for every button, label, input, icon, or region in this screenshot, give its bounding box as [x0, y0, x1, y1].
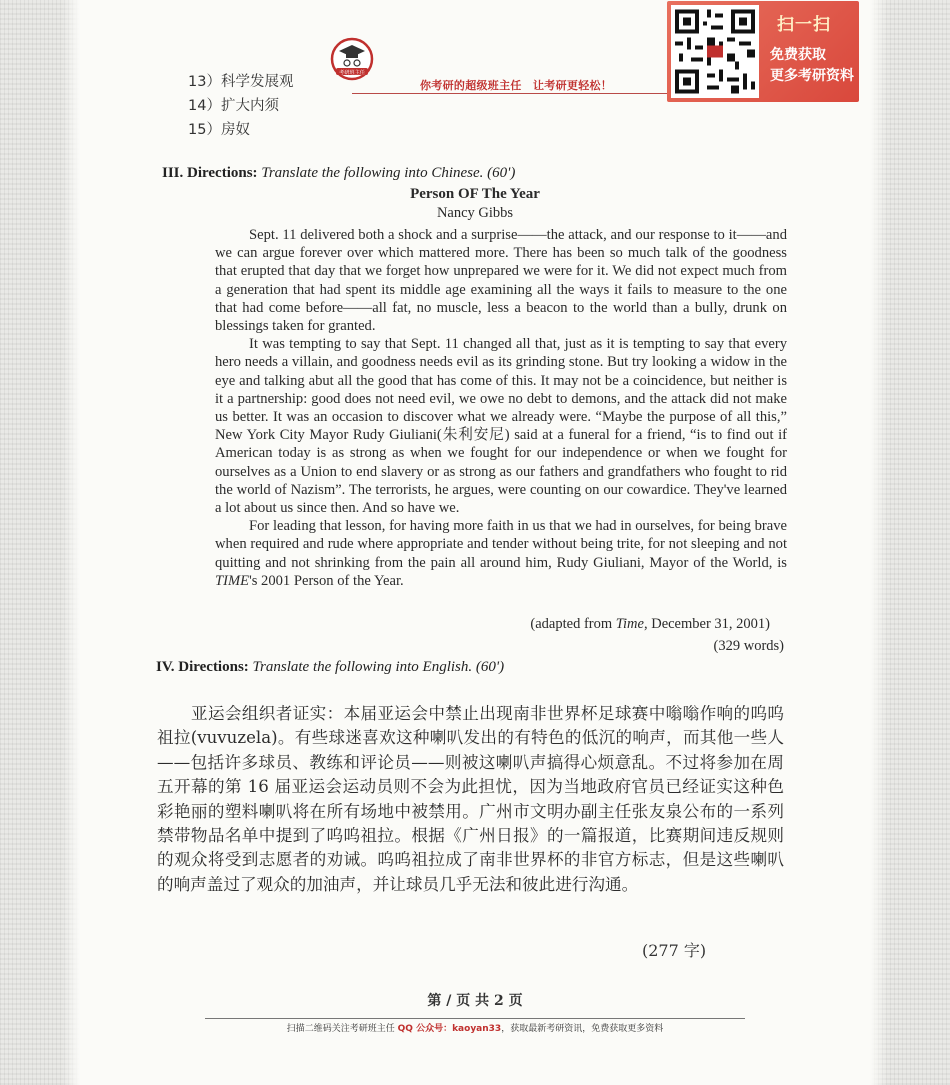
qr-code-icon[interactable]	[671, 5, 759, 98]
source-magazine: Time	[615, 616, 644, 632]
footer-divider	[205, 1018, 745, 1019]
paragraph-2: It was tempting to say that Sept. 11 changed all that, just as it is tempting to say that every hero needs a villain, and goodness needs evil as its grinding stone. But try looking a widow in the eye and talking abut all the good that has come of this. It may not be a coincidence, but neither is it a partnership: good does not need evil, we owe no debt to demons, and the attack did not make us better. It was an occasion to discover what we already were. “Maybe the purpose of all this,” New York City Mayor Rudy Giuliani(朱利安尼) said at a funeral for a friend, “is to find out if American today is as strong as when we fought for our independence or when we fought for ourselves as a Union to end slavery or as strong as our fathers and grandfathers who fought to rid the world of Nazism”. The terrorists, he argues, were counting on our cowardice. They've learned a lot about us since then. And so have we.	[215, 336, 787, 517]
promo-line-2: 更多考研资料	[770, 68, 854, 84]
header-divider	[352, 93, 670, 94]
paragraph-3	[215, 517, 787, 590]
vocab-item-15: 15）房奴	[188, 122, 250, 138]
article-title: Person OF The Year	[410, 186, 540, 202]
english-passage	[215, 226, 787, 590]
section-3-numeral: III. Directions:	[162, 165, 258, 181]
footer-qq-id: QQ 公众号：kaoyan33	[397, 1024, 502, 1034]
page-number: 第 / 页 共 2 页	[427, 993, 523, 1009]
footer-note	[0, 1021, 950, 1034]
scan-margin-right	[870, 0, 950, 1085]
qr-promo-banner[interactable]	[667, 1, 859, 102]
paragraph-3-body: For leading that lesson, for having more faith in us that we had in ourselves, for being brave when required and rude where appropriate and tender without being trite, for not sleeping and not quitting and not shrinking from the pain all around him, Rudy Giuliani, Mayor of the World, is	[215, 518, 787, 571]
char-count: (277 字)	[642, 941, 707, 960]
article-source	[530, 616, 770, 633]
vocab-item-13: 13）科学发展观	[188, 74, 294, 90]
article-author: Nancy Gibbs	[436, 205, 514, 221]
footer-prefix: 扫描二维码关注考研班主任	[286, 1024, 398, 1034]
section-4-instruction: Translate the following into English. (60')	[252, 659, 505, 675]
section-3-heading	[162, 165, 515, 182]
vocab-item-14: 14）扩大内须	[188, 98, 279, 114]
section-4-heading	[156, 659, 504, 676]
source-suffix: , December 31, 2001)	[643, 616, 770, 632]
chinese-passage: 亚运会组织者证实：本届亚运会中禁止出现南非世界杯足球赛中嗡嗡作响的呜呜祖拉(vuvuzela)。有些球迷喜欢这种喇叭发出的有特色的低沉的响声，而其他一些人——包括许多球员、教练和评论员——则被这喇叭声搞得心烦意乱。不过将参加在周五开幕的第 16 届亚运会运动员则不会为此担忧，因为当地政府官员已经证实这种色彩艳丽的塑料喇叭将在所有场地中被禁用。广州市文明办副主任张友泉公布的一系列禁带物品名单中提到了呜呜祖拉。根据《广州日报》的一篇报道，比赛期间违反规则的观众将受到志愿者的劝诫。呜呜祖拉成了南非世界杯的非官方标志，但是这些喇叭的响声盖过了观众的加油声，并让球员几乎无法和彼此进行沟通。	[157, 704, 784, 894]
footer-suffix: ，获取最新考研资讯，免费获取更多资料	[501, 1024, 664, 1034]
promo-badge: 扫一扫	[777, 15, 831, 35]
paragraph-1: Sept. 11 delivered both a shock and a surprise——the attack, and our response to it——and we can argue forever over which mattered more. There has been so much talk of the goodness that erupted that day that we forget how unprepared we were for it. We did not expect much from a generation that had spent its middle age examining all the ways it fails to measure to the one that had come before——all fat, no muscle, less a beacon to the world than a bully, drunk on blessings taken for granted.	[215, 227, 787, 335]
kaoyan-logo	[330, 37, 374, 81]
section-4-numeral: IV. Directions:	[156, 659, 249, 675]
time-magazine-name: TIME	[215, 572, 250, 589]
logo-text: 考研班主任	[339, 69, 365, 76]
word-count: (329 words)	[713, 638, 784, 654]
promo-text	[770, 45, 854, 87]
paragraph-3-tail: 's 2001 Person of the Year.	[249, 572, 404, 589]
section-3-instruction: Translate the following into Chinese. (60')	[261, 165, 516, 181]
vocab-list	[188, 70, 293, 142]
scan-margin-left	[0, 0, 80, 1085]
source-prefix: (adapted from	[530, 616, 616, 632]
header-slogan: 你考研的超级班主任 让考研更轻松！	[420, 79, 613, 92]
promo-line-1: 免费获取	[770, 47, 826, 63]
